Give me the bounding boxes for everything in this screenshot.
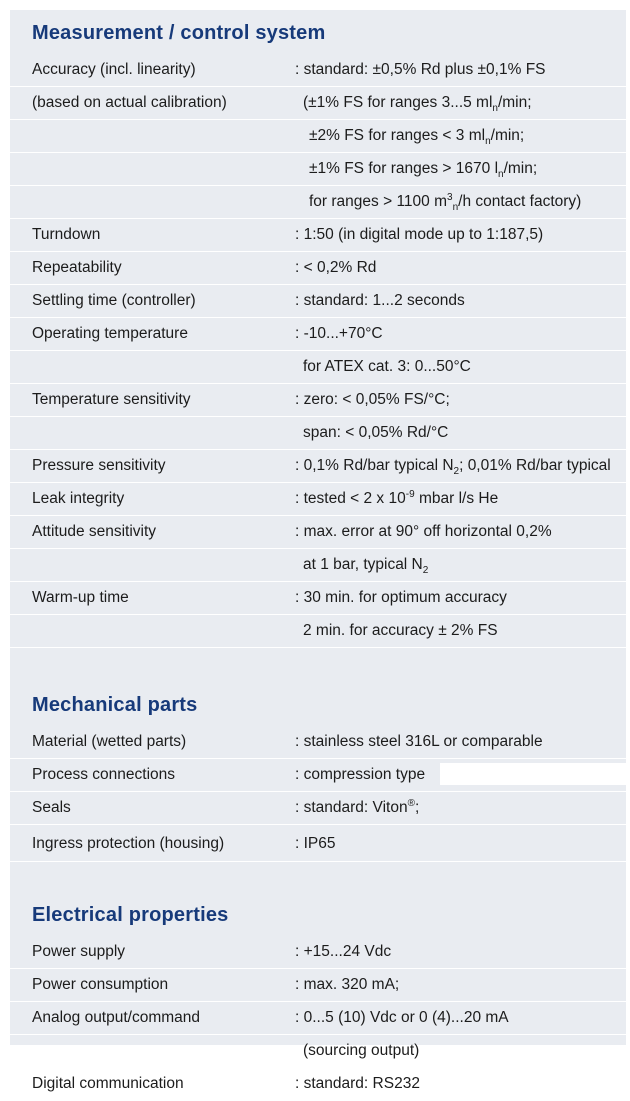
spec-value: : zero: < 0,05% FS/°C; [295,391,450,408]
spec-label: Seals [32,799,71,816]
spec-label: Power consumption [32,976,169,993]
spec-value: : +15...24 Vdc [295,943,392,960]
section-title-electrical: Electrical properties [32,904,229,926]
spec-label: Operating temperature [32,325,188,342]
spec-label: Warm-up time [32,589,129,606]
spec-row-ingress-protection [10,825,626,862]
spec-label: Analog output/command [32,1009,201,1026]
spec-label: Leak integrity [32,490,125,507]
spec-row-repeatability [10,252,626,285]
mechanical-section [10,682,626,862]
spec-value: at 1 bar, typical $N_2$ [303,556,429,577]
spec-label: Repeatability [32,259,122,276]
spec-row-power-supply [10,936,626,969]
spec-label: Accuracy (incl. linearity) [32,61,196,78]
spec-label: Material (wetted parts) [32,733,187,750]
spec-row-accuracy-cont [10,120,626,153]
spec-value: : standard: Viton®; [295,797,420,816]
spec-row-temperature-sensitivity-cont [10,417,626,450]
spec-value: : 30 min. for optimum accuracy [295,589,507,606]
spec-value: ±1% FS for ranges > 1670 $l_n/\min$; [309,160,538,181]
spec-value: : max. error at 90° off horizontal 0,2% [295,523,552,540]
spec-row-settling-time [10,285,626,318]
spec-value: : max. 320 mA; [295,976,400,993]
section-spacer [10,862,626,892]
spec-value: : compression type [295,766,426,783]
spec-value: for ATEX cat. 3: 0...50°C [303,358,471,375]
spec-row-pressure-sensitivity [10,450,626,483]
spec-label: Ingress protection (housing) [32,835,225,852]
measurement-section [10,10,626,648]
spec-row-analog-output-cont [10,1035,626,1068]
spec-value: : 0,1% Rd/bar typical $N_2$; 0,01% Rd/bar typical [295,457,611,478]
spec-row-attitude-sensitivity [10,516,626,549]
spec-row-power-consumption [10,969,626,1002]
spec-value: 2 min. for accuracy ± 2% FS [303,622,498,639]
spec-row-attitude-sensitivity-cont [10,549,626,582]
spec-row-warm-up-time [10,582,626,615]
spec-row-accuracy-cont [10,153,626,186]
spec-label: (based on actual calibration) [32,94,227,111]
spec-label: Temperature sensitivity [32,391,191,408]
spec-row-seals [10,792,626,825]
spec-row-accuracy [10,54,626,87]
spec-row-warm-up-time-cont [10,615,626,648]
spec-label: Digital communication [32,1075,184,1092]
spec-value: : 1:50 (in digital mode up to 1:187,5) [295,226,544,243]
spec-value: ±2% FS for ranges < 3 $ml_n/\min$; [309,127,525,148]
spec-sheet [10,10,626,1092]
spec-row-material [10,726,626,759]
spec-row-digital-communication [10,1068,626,1101]
electrical-section [10,892,626,1101]
spec-value: : standard: 1...2 seconds [295,292,465,309]
spec-row-operating-temperature [10,318,626,351]
spec-value: : tested < 2 x $10^{-9}$ mbar l/s He [295,488,499,507]
spec-value: span: < 0,05% Rd/°C [303,424,449,441]
spec-label: Power supply [32,943,126,960]
spec-row-turndown [10,219,626,252]
spec-label: Turndown [32,226,101,243]
spec-label: Settling time (controller) [32,292,196,309]
spec-value: for ranges > 1100 $m^3_n/h$ contact factory) [309,191,582,214]
spec-row-accuracy-cont [10,186,626,219]
spec-label: Pressure sensitivity [32,457,166,474]
section-title-mechanical: Mechanical parts [32,694,198,716]
spec-row-analog-output [10,1002,626,1035]
spec-value: : standard: RS232 [295,1075,420,1092]
spec-value: : stainless steel 316L or comparable [295,733,543,750]
spec-value: : standard: ±0,5% Rd plus ±0,1% FS [295,61,546,78]
blank-field [440,763,630,785]
spec-value: : < 0,2% Rd [295,259,377,276]
spec-row-operating-temperature-cont [10,351,626,384]
spec-label: Attitude sensitivity [32,523,157,540]
spec-row-process-connections [10,759,626,792]
spec-row-temperature-sensitivity [10,384,626,417]
section-spacer [10,648,626,682]
spec-value: (sourcing output) [303,1042,420,1059]
spec-label: Process connections [32,766,176,783]
spec-row-accuracy-cont [10,87,626,120]
spec-value: : 0...5 (10) Vdc or 0 (4)...20 mA [295,1009,509,1026]
spec-value: (±1% FS for ranges 3...5 $ml_n/\min$; [303,94,532,115]
section-title-measurement: Measurement / control system [32,22,326,44]
spec-row-leak-integrity [10,483,626,516]
spec-value: : -10...+70°C [295,325,383,342]
spec-value: : IP65 [295,835,336,852]
